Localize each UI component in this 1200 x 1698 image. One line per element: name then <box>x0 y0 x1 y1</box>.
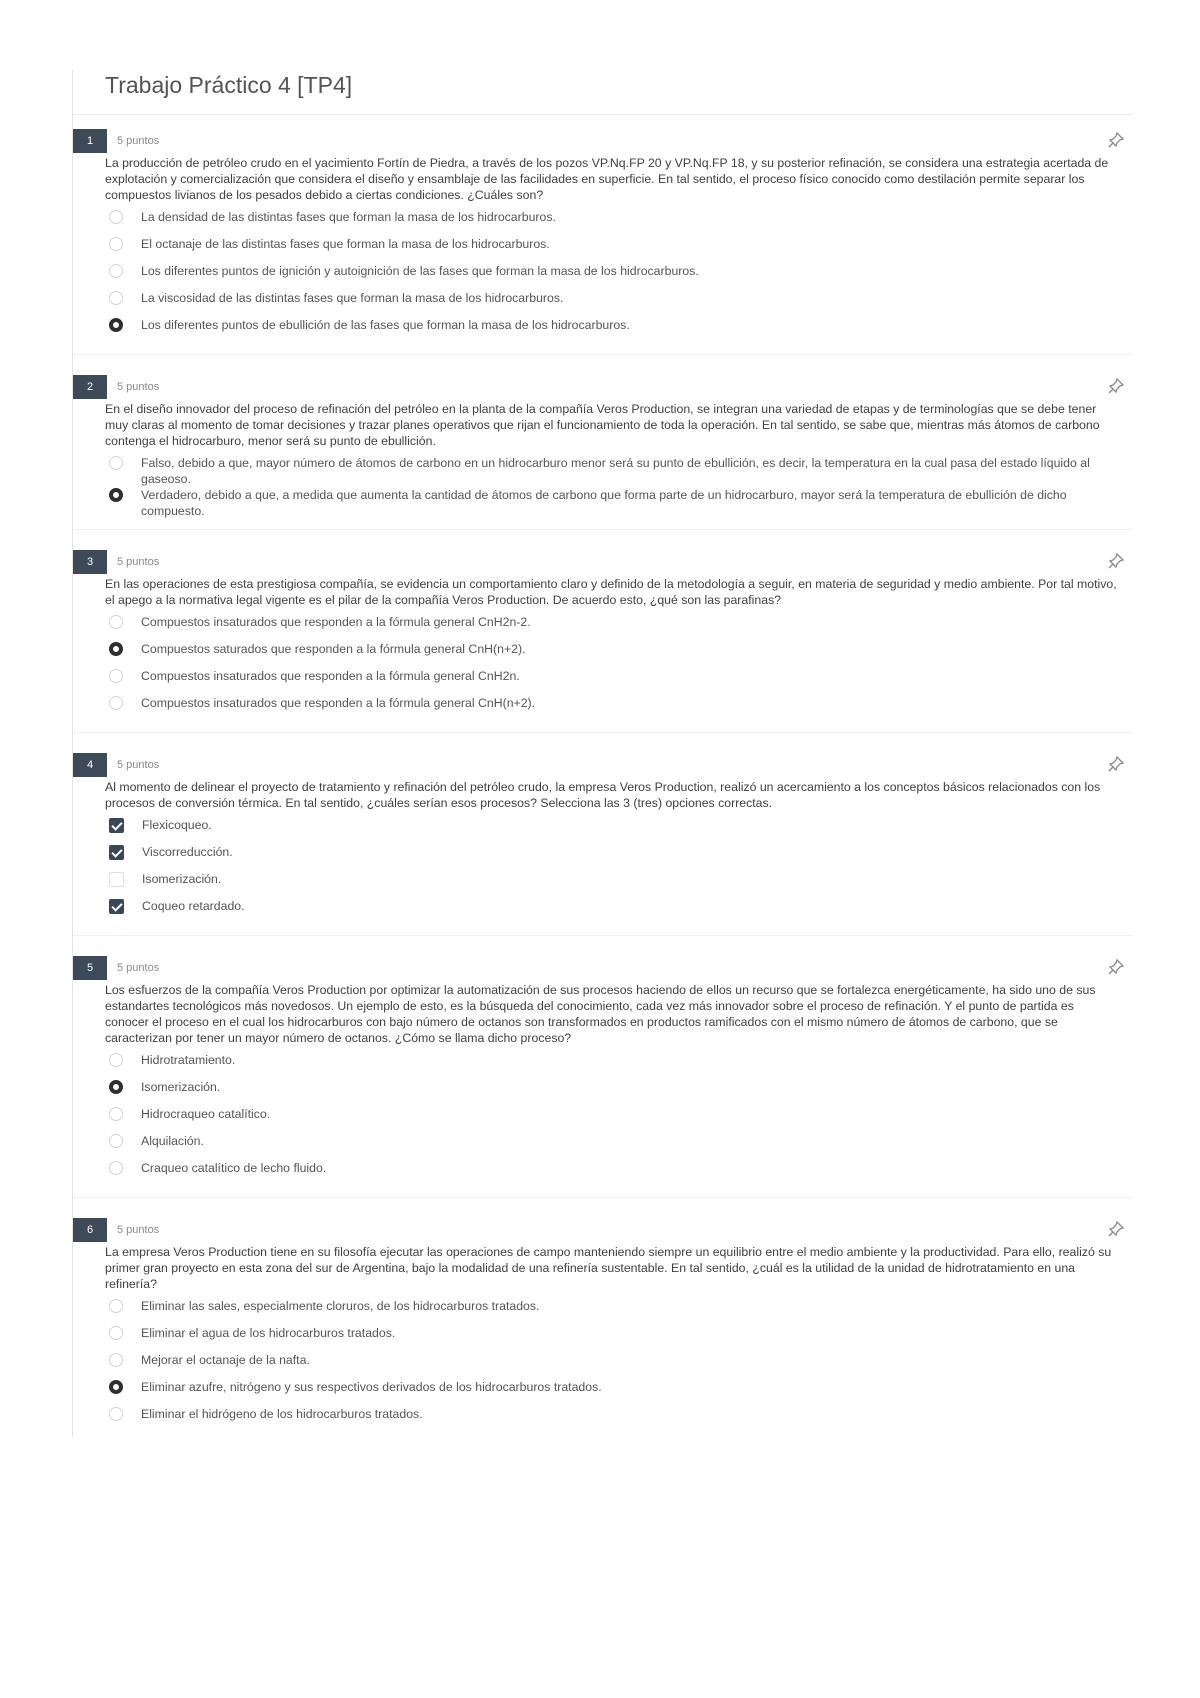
question-4 <box>73 753 1133 956</box>
question-number: 5 <box>73 956 107 980</box>
answer-option[interactable] <box>105 1352 1133 1379</box>
answer-option[interactable] <box>105 209 1133 236</box>
answer-label: Compuestos insaturados que responden a la fórmula general CnH2n-2. <box>141 615 531 629</box>
answer-label: Eliminar las sales, especialmente cloruros, de los hidrocarburos tratados. <box>141 1299 540 1313</box>
answer-checkbox[interactable] <box>109 845 124 860</box>
answer-option[interactable] <box>105 898 1133 925</box>
answer-option[interactable] <box>105 641 1133 668</box>
answer-radio[interactable] <box>109 1299 123 1313</box>
question-header <box>73 753 1133 779</box>
question-header <box>73 956 1133 982</box>
question-divider <box>73 732 1133 733</box>
question-2 <box>73 375 1133 550</box>
answer-options <box>105 209 1133 344</box>
question-header <box>73 375 1133 401</box>
question-header <box>73 129 1133 155</box>
answer-option[interactable] <box>105 1160 1133 1187</box>
answer-checkbox[interactable] <box>109 872 124 887</box>
answer-label: Viscorreducción. <box>142 845 233 859</box>
answer-radio[interactable] <box>109 1053 123 1067</box>
quiz-page <box>72 70 1133 1437</box>
answer-radio[interactable] <box>109 642 123 656</box>
question-number: 3 <box>73 550 107 574</box>
answer-options <box>105 1052 1133 1187</box>
answer-label: Isomerización. <box>141 1080 221 1094</box>
answer-radio[interactable] <box>109 1353 123 1367</box>
question-3 <box>73 550 1133 753</box>
question-header <box>73 1218 1133 1244</box>
question-text: La empresa Veros Production tiene en su filosofía ejecutar las operaciones de campo manteniendo siempre un equilibrio entre el medio ambiente y la productividad. Para ello, realizó su primer gran proyecto en esta zona del sur de Argentina, bajo la modalidad de una refinería sustentable. En tal sentido, ¿cuál es la utilidad de la unidad de hidrotratamiento en una refinería? <box>105 1245 1112 1291</box>
question-text: Los esfuerzos de la compañía Veros Production por optimizar la automatización de sus procesos haciendo de ellos un recurso que se fortalezca energéticamente, ha sido uno de sus estandartes tecnológicos más novedosos. Un ejemplo de esto, es la búsqueda del conocimiento, cada vez más innovador sobre el proceso de refinación. Y el punto de partida es conocer el proceso en el cual los hidrocarburos con bajo número de octanos son transformados en productos ramificados con el mismo número de átomos de carbono, que se caracterizan por tener un mayor número de octanos. ¿Cómo se llama dicho proceso? <box>105 983 1096 1045</box>
question-points: 5 puntos <box>117 556 160 568</box>
answer-label: Verdadero, debido a que, a medida que aumenta la cantidad de átomos de carbono que forma parte de un hidrocarburo, mayor será la temperatura de ebullición de dicho compuesto. <box>141 488 1067 518</box>
answer-label: Isomerización. <box>142 872 222 886</box>
question-text: Al momento de delinear el proyecto de tratamiento y refinación del petróleo crudo, la empresa Veros Production, realizó un acercamiento a los conceptos básicos relacionados con los procesos de conversión térmica. En tal sentido, ¿cuáles serían esos procesos? Selecciona las 3 (tres) opciones correctas. <box>105 780 1101 810</box>
question-divider <box>73 354 1133 355</box>
answer-option[interactable] <box>105 317 1133 344</box>
answer-option[interactable] <box>105 871 1133 898</box>
answer-option[interactable] <box>105 455 1133 487</box>
answer-radio[interactable] <box>109 264 123 278</box>
pin-icon[interactable] <box>1107 755 1125 773</box>
answer-checkbox[interactable] <box>109 899 124 914</box>
answer-label: La viscosidad de las distintas fases que forman la masa de los hidrocarburos. <box>141 291 564 305</box>
answer-radio[interactable] <box>109 669 123 683</box>
question-text: En las operaciones de esta prestigiosa compañía, se evidencia un comportamiento claro y definido de la metodología a seguir, en materia de seguridad y medio ambiente. Por tal motivo, el apego a la normativa legal vigente es el pilar de la compañía Veros Production. De acuerdo esto, ¿qué son las parafinas? <box>105 577 1117 607</box>
answer-label: Los diferentes puntos de ebullición de las fases que forman la masa de los hidrocarburos. <box>141 318 630 332</box>
question-points: 5 puntos <box>117 962 160 974</box>
answer-radio[interactable] <box>109 696 123 710</box>
answer-radio[interactable] <box>109 291 123 305</box>
answer-radio[interactable] <box>109 1326 123 1340</box>
answer-label: Hidrocraqueo catalítico. <box>141 1107 271 1121</box>
question-6 <box>73 1218 1133 1437</box>
answer-radio[interactable] <box>109 210 123 224</box>
answer-radio[interactable] <box>109 615 123 629</box>
question-list <box>73 129 1133 1437</box>
question-points: 5 puntos <box>117 381 160 393</box>
answer-radio[interactable] <box>109 1080 123 1094</box>
answer-option[interactable] <box>105 695 1133 722</box>
answer-option[interactable] <box>105 1079 1133 1106</box>
answer-label: Los diferentes puntos de ignición y autoignición de las fases que forman la masa de los hidrocarburos. <box>141 264 699 278</box>
question-divider <box>73 529 1133 530</box>
answer-option[interactable] <box>105 844 1133 871</box>
answer-label: Mejorar el octanaje de la nafta. <box>141 1353 310 1367</box>
answer-option[interactable] <box>105 487 1133 519</box>
question-header <box>73 550 1133 576</box>
answer-label: Craqueo catalítico de lecho fluido. <box>141 1161 327 1175</box>
answer-option[interactable] <box>105 1106 1133 1133</box>
answer-option[interactable] <box>105 668 1133 695</box>
answer-option[interactable] <box>105 263 1133 290</box>
answer-label: Hidrotratamiento. <box>141 1053 236 1067</box>
question-text: La producción de petróleo crudo en el yacimiento Fortín de Piedra, a través de los pozos VP.Nq.FP 20 y VP.Nq.FP 18, y su posterior refinación, se considera una estrategia acertada de explotación y comercialización que considera el diseño y ensamblaje de las facilidades en superficie. En tal sentido, el proceso físico conocido como destilación permite separar los compuestos livianos de los pesados debido a ciertas condiciones. ¿Cuáles son? <box>105 156 1109 202</box>
answer-label: Eliminar el hidrógeno de los hidrocarburos tratados. <box>141 1407 423 1421</box>
pin-icon[interactable] <box>1107 131 1125 149</box>
answer-options <box>105 1298 1133 1433</box>
answer-radio[interactable] <box>109 318 123 332</box>
answer-label: Eliminar azufre, nitrógeno y sus respectivos derivados de los hidrocarburos tratados. <box>141 1380 602 1394</box>
answer-option[interactable] <box>105 1379 1133 1406</box>
answer-radio[interactable] <box>109 456 123 470</box>
answer-options <box>105 614 1133 722</box>
answer-option[interactable] <box>105 1406 1133 1433</box>
answer-checkbox[interactable] <box>109 818 124 833</box>
answer-option[interactable] <box>105 236 1133 263</box>
answer-radio[interactable] <box>109 1380 123 1394</box>
question-points: 5 puntos <box>117 1224 160 1236</box>
answer-option[interactable] <box>105 1298 1133 1325</box>
answer-radio[interactable] <box>109 1161 123 1175</box>
question-number: 1 <box>73 129 107 153</box>
question-points: 5 puntos <box>117 759 160 771</box>
question-number: 2 <box>73 375 107 399</box>
pin-icon[interactable] <box>1107 958 1125 976</box>
pin-icon[interactable] <box>1107 377 1125 395</box>
answer-radio[interactable] <box>109 1407 123 1421</box>
pin-icon[interactable] <box>1107 552 1125 570</box>
pin-icon[interactable] <box>1107 1220 1125 1238</box>
answer-radio[interactable] <box>109 1134 123 1148</box>
title-divider <box>73 114 1133 115</box>
question-divider <box>73 1197 1133 1198</box>
question-points: 5 puntos <box>117 135 160 147</box>
answer-option[interactable] <box>105 1325 1133 1352</box>
answer-label: Falso, debido a que, mayor número de átomos de carbono en un hidrocarburo menor será su punto de ebullición, es decir, la temperatura en la cual pasa del estado líquido al gaseoso. <box>141 456 1090 486</box>
answer-option[interactable] <box>105 290 1133 317</box>
answer-label: Flexicoqueo. <box>142 818 212 832</box>
answer-label: Eliminar el agua de los hidrocarburos tratados. <box>141 1326 396 1340</box>
answer-label: Compuestos insaturados que responden a la fórmula general CnH(n+2). <box>141 696 536 710</box>
answer-label: Compuestos saturados que responden a la fórmula general CnH(n+2). <box>141 642 526 656</box>
answer-label: Alquilación. <box>141 1134 204 1148</box>
answer-label: La densidad de las distintas fases que forman la masa de los hidrocarburos. <box>141 210 556 224</box>
question-1 <box>73 129 1133 375</box>
answer-label: El octanaje de las distintas fases que forman la masa de los hidrocarburos. <box>141 237 550 251</box>
answer-option[interactable] <box>105 1052 1133 1079</box>
question-number: 4 <box>73 753 107 777</box>
answer-options <box>105 455 1133 519</box>
answer-label: Coqueo retardado. <box>142 899 245 913</box>
answer-radio[interactable] <box>109 488 123 502</box>
answer-options <box>105 817 1133 925</box>
answer-option[interactable] <box>105 614 1133 641</box>
answer-option[interactable] <box>105 1133 1133 1160</box>
question-divider <box>73 935 1133 936</box>
answer-radio[interactable] <box>109 237 123 251</box>
answer-option[interactable] <box>105 817 1133 844</box>
question-5 <box>73 956 1133 1218</box>
answer-radio[interactable] <box>109 1107 123 1121</box>
question-text: En el diseño innovador del proceso de refinación del petróleo en la planta de la compañía Veros Production, se integran una variedad de etapas y de terminologías que se debe tener muy claras al momento de tomar decisiones y trazar planes operativos que rijan el funcionamiento de toda la operación. En tal sentido, se sabe que, mientras más átomos de carbono contenga el hidrocarburo, menor será su punto de ebullición. <box>105 402 1100 448</box>
page-title: Trabajo Práctico 4 [TP4] <box>105 72 353 98</box>
answer-label: Compuestos insaturados que responden a la fórmula general CnH2n. <box>141 669 520 683</box>
question-number: 6 <box>73 1218 107 1242</box>
